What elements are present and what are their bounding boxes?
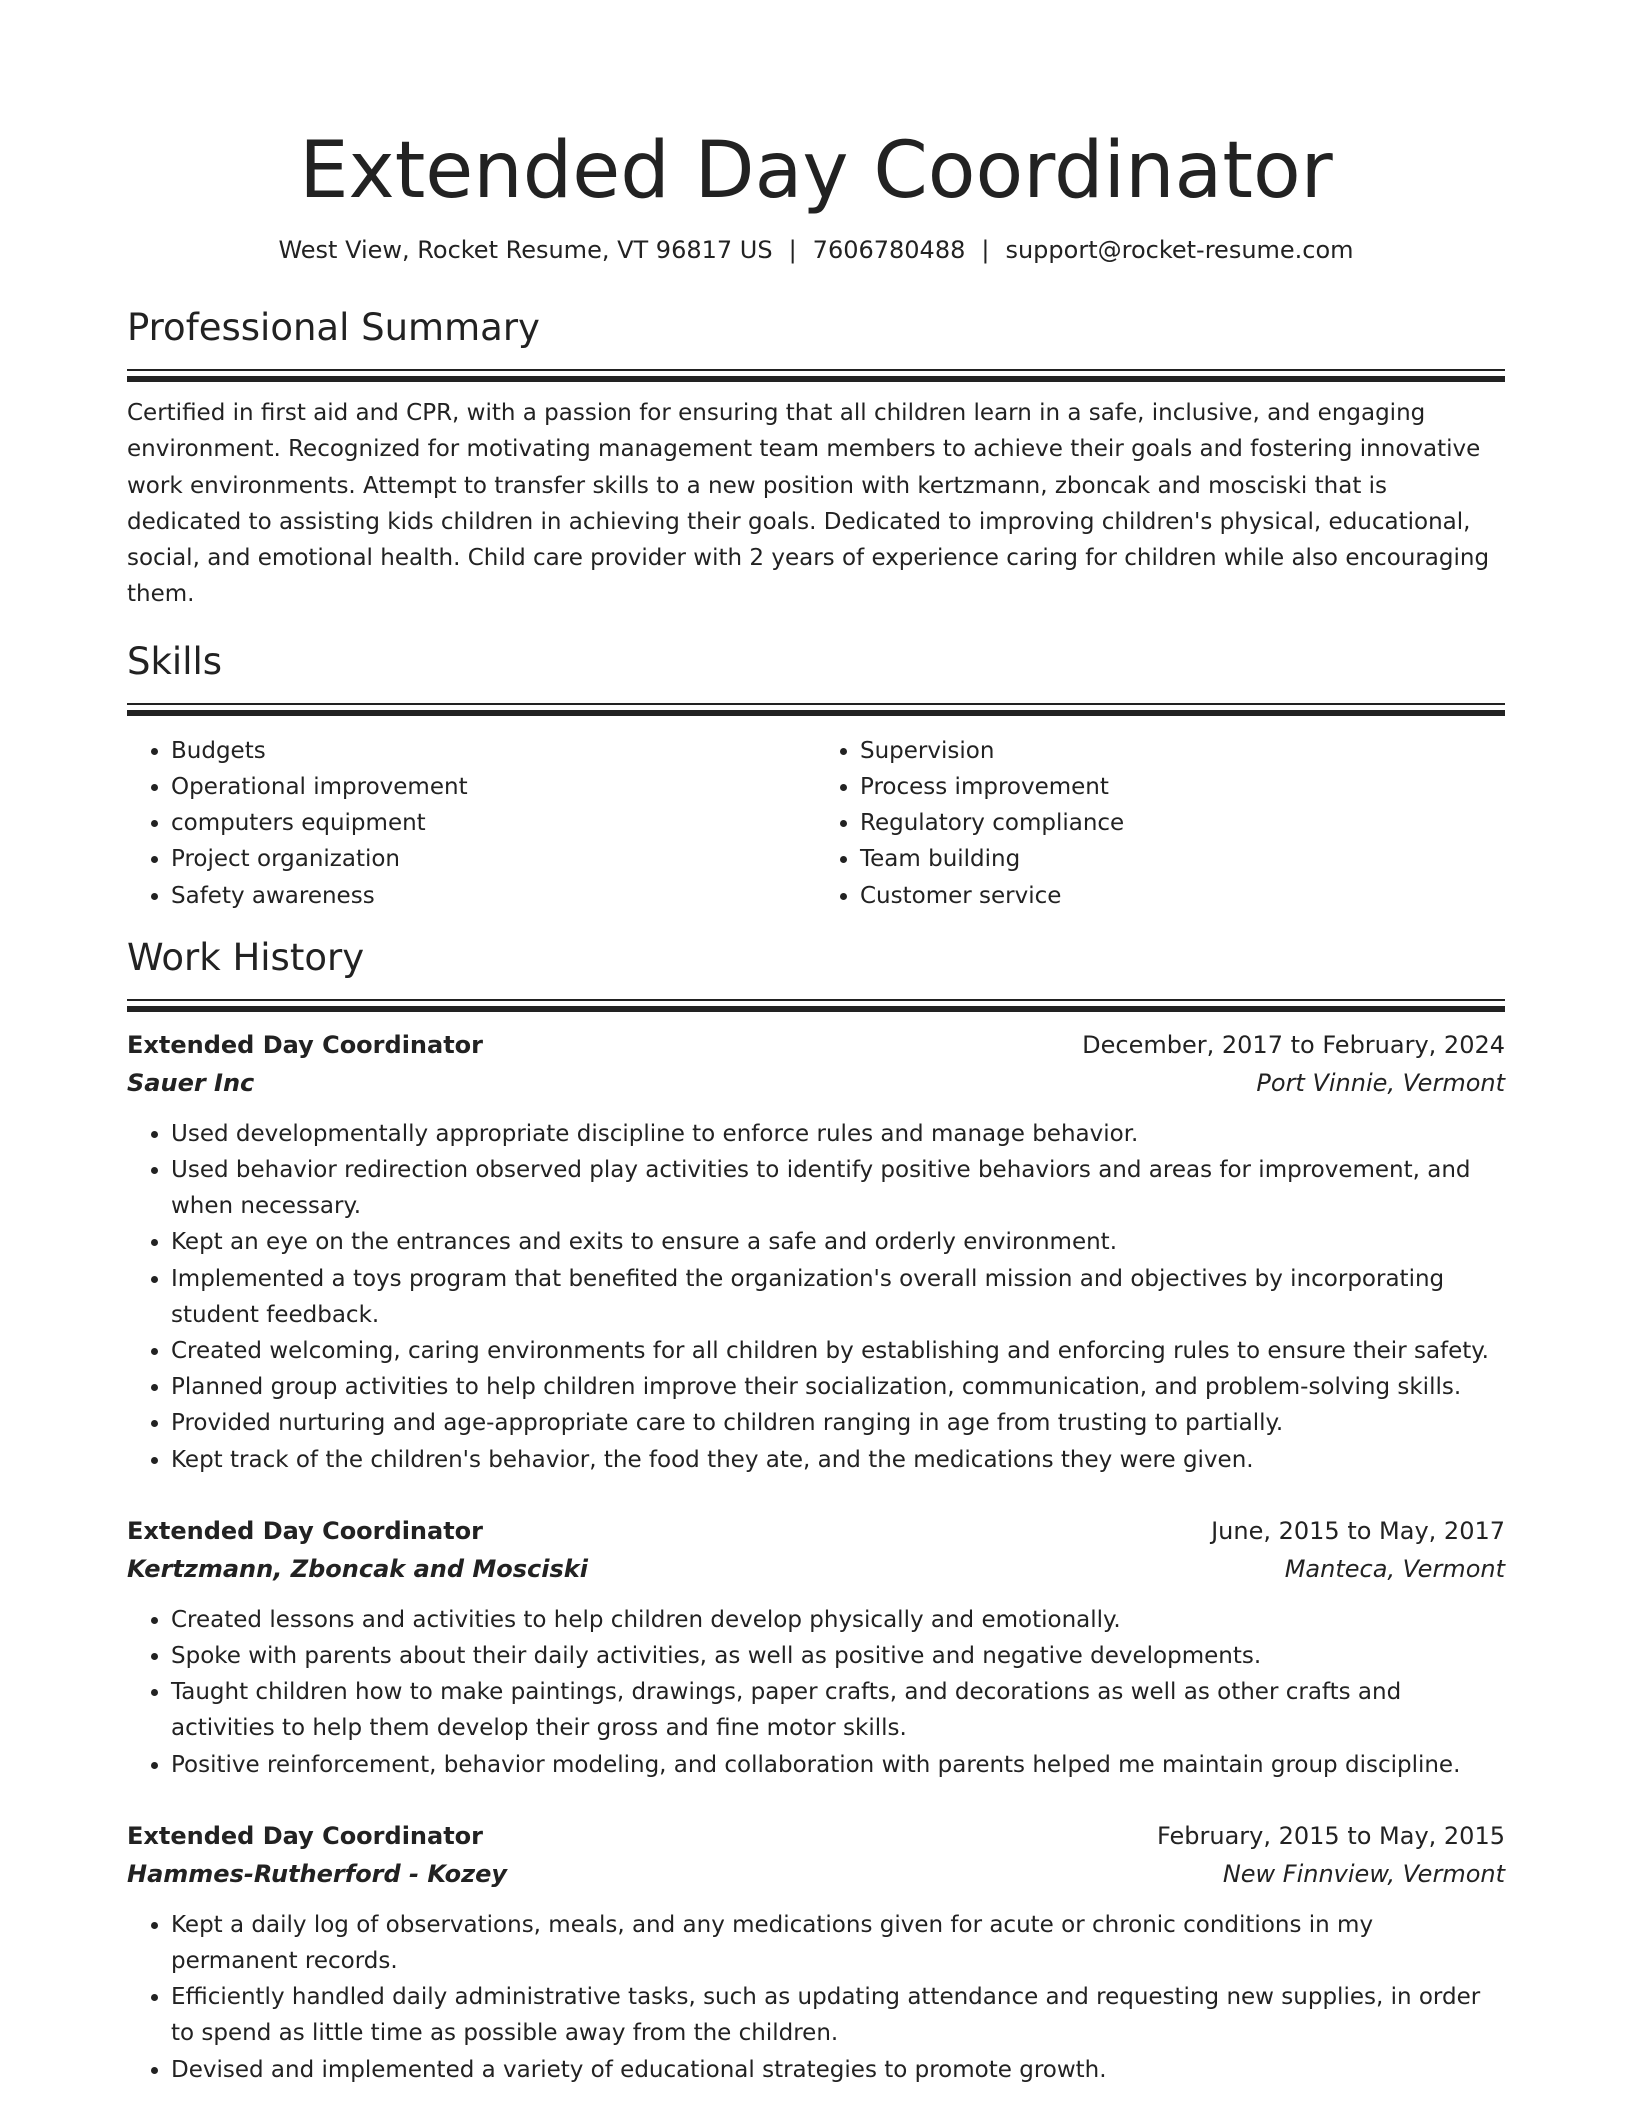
section-heading-work-history: Work History [127,935,365,979]
job-bullet: • Devised and implemented a variety of educational strategies to promote growth. [171,2052,1505,2088]
job-title: Extended Day Coordinator [127,1516,483,1545]
skill-item: • Project organization [171,841,816,877]
skills-column-left [127,733,816,914]
job-company: Sauer Inc [127,1068,255,1097]
job-bullet: • Kept track of the children's behavior, the food they ate, and the medications they were given. [171,1442,1505,1478]
skill-item: • Safety awareness [171,878,816,914]
job-bullet: • Created lessons and activities to help children develop physically and emotionally. [171,1602,1505,1638]
skill-item: • Budgets [171,733,816,769]
job-bullet-list [127,1907,1505,2088]
skill-item: • Supervision [860,733,1505,769]
skill-item: • Process improvement [860,769,1505,805]
skill-item: • Operational improvement [171,769,816,805]
contact-line [127,233,1505,267]
job-company: Hammes-Rutherford - Kozey [127,1859,508,1888]
skill-item: • Customer service [860,878,1505,914]
job-bullet-list [127,1116,1505,1478]
job-bullet: • Implemented a toys program that benefited the organization's overall mission and objectives by incorporating student feedback. [171,1261,1505,1333]
job-bullet: • Planned group activities to help children improve their socialization, communication, and problem-solving skills. [171,1369,1505,1405]
section-divider [127,999,1505,1012]
contact-phone: 7606780488 [812,236,966,264]
job-dates: February, 2015 to May, 2015 [1157,1821,1505,1850]
job-bullet: • Provided nurturing and age-appropriate care to children ranging in age from trusting to partially. [171,1405,1505,1441]
job-dates: December, 2017 to February, 2024 [1082,1030,1505,1059]
section-divider [127,369,1505,382]
job-location: New Finnview, Vermont [1222,1859,1505,1888]
contact-address: West View, Rocket Resume, VT 96817 US [278,236,773,264]
job-bullet: • Kept a daily log of observations, meals, and any medications given for acute or chronic conditions in my permanent records. [171,1907,1505,1979]
job-title: Extended Day Coordinator [127,1821,483,1850]
section-heading-summary: Professional Summary [127,306,540,349]
job-bullet: • Spoke with parents about their daily activities, as well as positive and negative developments. [171,1638,1505,1674]
contact-separator: | [981,236,990,264]
section-heading-skills: Skills [127,639,223,683]
job-location: Port Vinnie, Vermont [1256,1068,1505,1097]
job-header-row [127,1817,1505,1855]
contact-email[interactable]: support@rocket-resume.com [1005,236,1354,264]
job-header-row [127,1512,1505,1550]
contact-separator: | [788,236,797,264]
job-bullet: • Used developmentally appropriate discipline to enforce rules and manage behavior. [171,1116,1505,1152]
job-bullet: • Efficiently handled daily administrative tasks, such as updating attendance and requesting new supplies, in order to spend as little time as possible away from the children. [171,1979,1505,2051]
section-divider [127,703,1505,716]
job-subheader-row [127,1550,1505,1588]
job-entry [127,1026,1505,1478]
job-header-row [127,1026,1505,1064]
job-entry [127,1817,1505,2088]
job-company: Kertzmann, Zboncak and Mosciski [127,1554,588,1583]
job-bullet: • Kept an eye on the entrances and exits to ensure a safe and orderly environment. [171,1224,1505,1260]
summary-text: Certified in first aid and CPR, with a passion for ensuring that all children learn in a safe, inclusive, and engaging environment. Recognized for motivating management team members to achieve their goals and fostering innovative work environments. Attempt to transfer skills to a new position with kertzmann, zboncak and mosciski that is dedicated to assisting kids children in achieving their goals. Dedicated to improving children's physical, educational, social, and emotional health. Child care provider with 2 years of experience caring for children while also encouraging them. [127,400,1490,608]
skills-grid [127,733,1505,914]
job-bullet: • Used behavior redirection observed play activities to identify positive behaviors and areas for improvement, and when necessary. [171,1152,1505,1224]
job-bullet: • Created welcoming, caring environments for all children by establishing and enforcing rules to ensure their safety. [171,1333,1505,1369]
job-location: Manteca, Vermont [1284,1554,1505,1583]
skill-item: • Team building [860,841,1505,877]
job-bullet-list [127,1602,1505,1783]
skill-item: • Regulatory compliance [860,805,1505,841]
job-entry [127,1512,1505,1783]
skill-item: • computers equipment [171,805,816,841]
skills-column-right [816,733,1505,914]
job-subheader-row [127,1064,1505,1102]
job-bullet: • Taught children how to make paintings, drawings, paper crafts, and decorations as well as other crafts and activities to help them develop their gross and fine motor skills. [171,1674,1505,1746]
job-bullet: • Positive reinforcement, behavior modeling, and collaboration with parents helped me maintain group discipline. [171,1747,1505,1783]
job-title: Extended Day Coordinator [127,1030,483,1059]
job-subheader-row [127,1855,1505,1893]
job-dates: June, 2015 to May, 2017 [1211,1516,1505,1545]
resume-title: Extended Day Coordinator [299,126,1333,216]
